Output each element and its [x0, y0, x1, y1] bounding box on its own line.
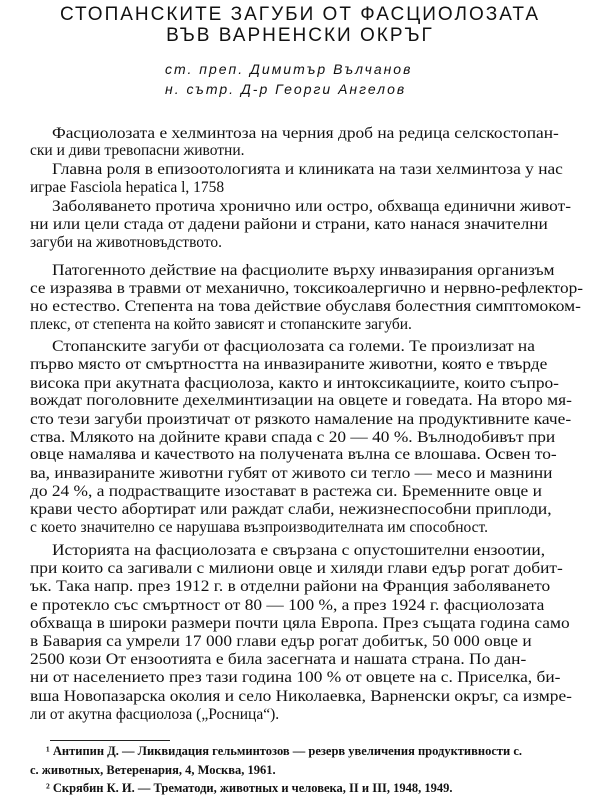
footnote-rule: [50, 740, 170, 741]
body-line: [0, 560, 600, 577]
body-line: [0, 615, 600, 632]
body-line: [0, 142, 600, 159]
body-line-text: ски и диви тревопасни животни.: [30, 142, 245, 159]
body-line: [0, 578, 600, 595]
body-line: [0, 234, 600, 251]
body-line-text: е протекло със смъртност от 80 — 100 %, а през 1924 г. фасциолозата: [30, 597, 545, 614]
body-line: [0, 483, 600, 500]
body-line-text: в Бавария са умрели 17 000 глави едър рогат добитък, 50 000 овце и: [30, 633, 532, 650]
body-line: [0, 519, 600, 536]
body-line-text: 2500 кози От ензоотията е била засегната и нашата страна. По дан-: [30, 651, 527, 668]
body-line-text: ни или цели стада от дадени райони и страни, като нанася значителни: [30, 216, 548, 233]
body-line: [0, 429, 600, 446]
body-line-text: но естество. Степента на това действие обуславя болестния симптомоком-: [30, 298, 581, 315]
body-line: [0, 375, 600, 392]
body-line-text: се изразява в травми от механично, токсикоалергично и нервно-рефлектор-: [30, 280, 583, 297]
body-line: [0, 392, 600, 409]
body-line: [0, 216, 600, 233]
body-line-text: висока при акутната фасциолоза, както и интоксикациите, които съпро-: [30, 375, 559, 392]
body-line-text: сто тези загуби произтичат от рязкото намаление на продуктивните каче-: [30, 411, 572, 428]
body-line-text: плекс, от степента на който зависят и стопанските загуби.: [30, 316, 412, 333]
body-line-text: ли от акутна фасциолоза („Росница“).: [30, 706, 280, 723]
footnote-line: [0, 781, 600, 795]
body-line-text: Патогенното действие на фасциолите върху инвазирания организъм: [52, 262, 555, 279]
body-line-text: първо място от смъртността на инвазираните животни, която е твърде: [30, 356, 548, 373]
body-line: [0, 356, 600, 373]
body-line-text: овце намалява и качеството на получената вълна се влошава. Освен то-: [30, 446, 557, 463]
body-line-text: с което значително се нарушава възпроизводителната им способност.: [30, 519, 489, 536]
body-line-text: Стопанските загуби от фасциолозата са големи. Те произлизат на: [52, 338, 535, 355]
body-line-text: ък. Така напр. през 1912 г. в отделни райони на Франция заболяването: [30, 578, 551, 595]
body-line-text: вождат поголовните дехелминтизации на овцете и говедата. На второ мя-: [30, 392, 572, 409]
footnote-text: ¹ Антипин Д. — Ликвидация гельминтозов — резерв увеличения продуктивности с.: [46, 744, 523, 758]
body-line: [0, 651, 600, 668]
body-line: [0, 338, 600, 355]
body-line-text: обхваща в широки размери почти цяла Европа. През същата година само: [30, 615, 570, 632]
body-line: [0, 688, 600, 705]
body-line: [0, 262, 600, 279]
body-line-text: Фасциолозата е хелминтоза на черния дроб на редица селскостопан-: [52, 125, 559, 142]
footnote-line: [0, 763, 600, 777]
body-line: [0, 298, 600, 315]
body-line: [0, 179, 600, 196]
footnote-text: ² Скрябин К. И. — Трематоди, животных и человека, II и III, 1948, 1949.: [46, 781, 453, 795]
title-line-2: ВЪВ ВАРНЕНСКИ ОКРЪГ: [166, 25, 434, 46]
body-line: [0, 633, 600, 650]
author-2: н. сътр. Д-р Георги Ангелов: [165, 81, 407, 97]
body-line-text: ства. Млякото на дойните крави спада с 20 — 40 %. Вълнодобивът при: [30, 429, 556, 446]
body-line: [0, 411, 600, 428]
body-line: [0, 597, 600, 614]
body-line: [0, 446, 600, 463]
title-line-1: СТОПАНСКИТЕ ЗАГУБИ ОТ ФАСЦИОЛОЗАТА: [59, 4, 541, 25]
body-line-text: ни от населението през тази година 100 % от овцете на с. Приселка, би-: [30, 669, 561, 686]
body-line-text: крави често абортират или раждат слаби, нежизнеспособни приплоди,: [30, 501, 552, 518]
body-line: [0, 542, 600, 559]
body-line-text: Заболяването протича хронично или остро, обхваща единични живот-: [52, 198, 571, 215]
body-line: [0, 706, 600, 723]
body-line: [0, 465, 600, 482]
body-line-text: играе Fasciola hepatica l, 1758: [30, 179, 225, 196]
body-line: [0, 316, 600, 333]
body-line-text: до 24 %, а подрастващите изостават в растежа си. Бременните овце и: [30, 483, 542, 500]
body-line-text: при които са загивали с милиони овце и хиляди глави едър рогат добит-: [30, 560, 563, 577]
body-line: [0, 198, 600, 215]
author-1: ст. преп. Димитър Вълчанов: [165, 61, 413, 77]
body-line-text: загуби на животновъдството.: [30, 234, 223, 251]
body-line: [0, 280, 600, 297]
footnote-line: [0, 744, 600, 758]
body-line-text: Главна роля в епизоотологията и клиниката на тази хелминтоза у нас: [52, 161, 563, 178]
body-line: [0, 669, 600, 686]
footnote-text: с. животных, Ветеренария, 4, Москва, 1961.: [30, 763, 276, 777]
body-line: [0, 501, 600, 518]
body-line-text: вша Новопазарска околия и село Николаевка, Варненски окръг, са измре-: [30, 688, 572, 705]
body-line-text: Историята на фасциолозата е свързана с опустошителни ензоотии,: [52, 542, 546, 559]
body-line-text: ва, инвазираните животни губят от живото си тегло — месо и мазнини: [30, 465, 553, 482]
body-line: [0, 161, 600, 178]
body-line: [0, 125, 600, 142]
